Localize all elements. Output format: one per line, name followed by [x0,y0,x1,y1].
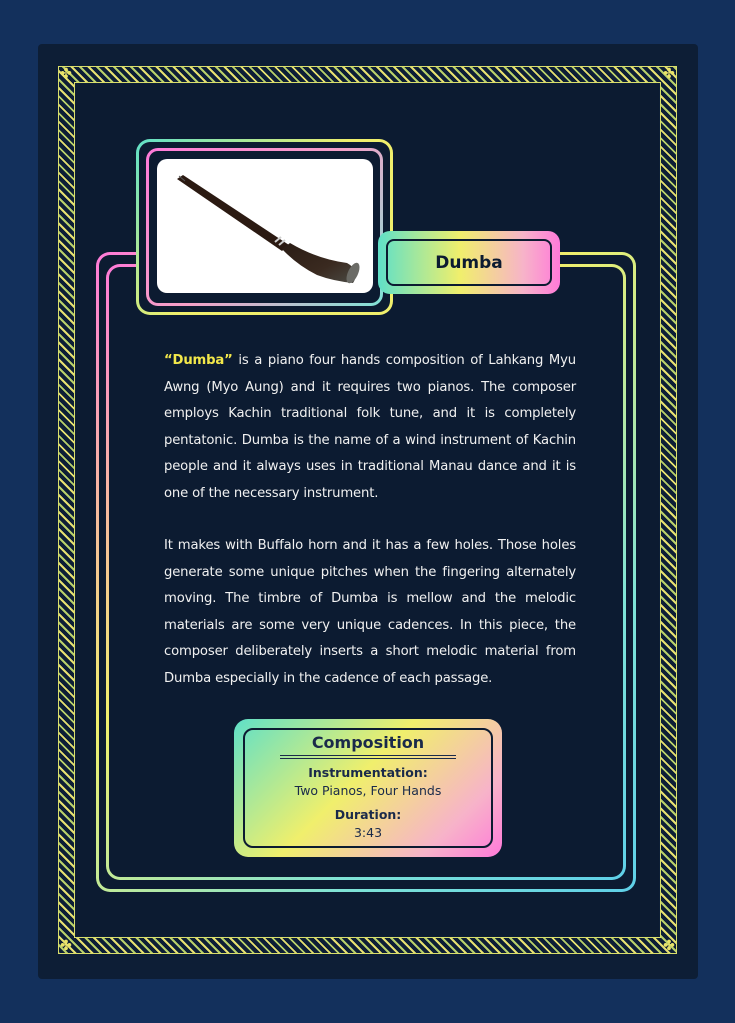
composition-divider [280,758,456,759]
description-text [164,348,576,718]
duration-label: Duration: [334,807,402,822]
instrumentation-value: Two Pianos, Four Hands [294,783,442,798]
instrumentation-label: Instrumentation: [308,765,428,780]
description-paragraph-2: It makes with Buffalo horn and it has a few holes. Those holes generate some unique pitches when the fingering alternately moving. The timbre of Dumba is mellow and the melodic materials are some very unique cadences. In this piece, the composer deliberately inserts a short melodic material from Dumba especially in the cadence of each passage. [164,538,576,686]
corner-ornament-icon: ✤ [663,66,675,82]
corner-ornament-icon: ✤ [663,938,675,954]
composition-box [234,719,502,857]
corner-ornament-icon: ✤ [60,938,72,954]
composition-heading: Composition [311,733,425,752]
description-paragraph-1 [164,348,576,507]
instrument-title: Dumba [435,252,503,273]
instrument-image [157,159,373,293]
corner-ornament-icon: ✤ [60,66,72,82]
title-tab [378,231,560,294]
description-lead: “Dumba” [164,353,233,368]
dumba-horn-icon [157,159,373,293]
description-paragraph-1-text: is a piano four hands composition of Lahkang Myu Awng (Myo Aung) and it requires two pianos. The composer employs Kachin traditional folk tune, and it is completely pentatonic. Dumba is the name of a wind instrument of Kachin people and it always uses in traditional Manau dance and it is one of the necessary instrument. [164,353,576,501]
duration-value: 3:43 [353,825,383,840]
composition-divider [280,755,456,756]
